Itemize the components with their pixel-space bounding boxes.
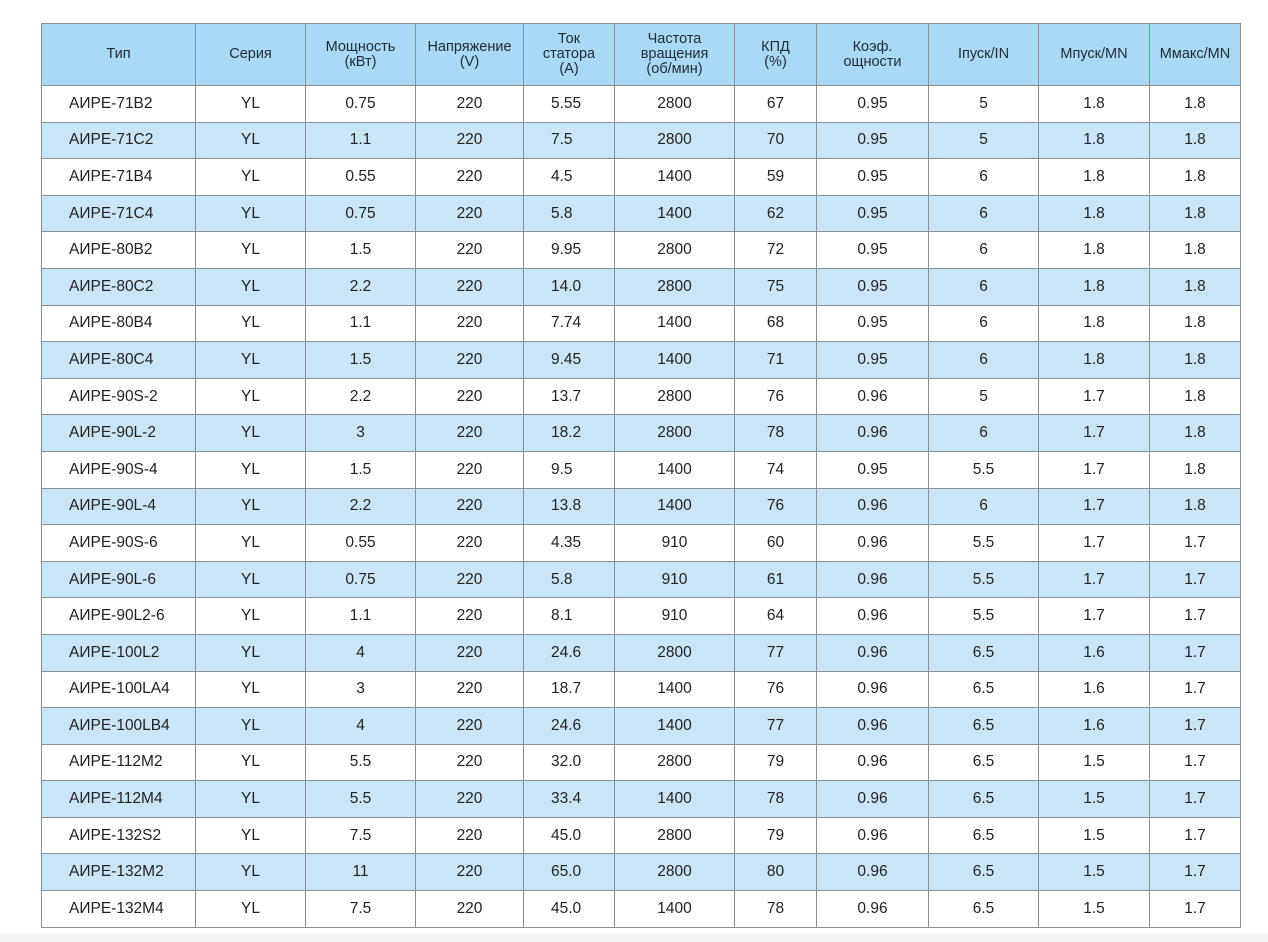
cell-type: АИРЕ-80С4	[42, 342, 196, 379]
cell-stator-current: 7.74	[524, 305, 615, 342]
cell-start-torque-ratio: 1.5	[1039, 891, 1150, 928]
cell-voltage: 220	[416, 781, 524, 818]
cell-power: 2.2	[306, 488, 416, 525]
cell-max-torque-ratio: 1.8	[1150, 268, 1241, 305]
cell-start-torque-ratio: 1.5	[1039, 744, 1150, 781]
cell-start-torque-ratio: 1.7	[1039, 415, 1150, 452]
cell-rotation-speed: 2800	[615, 817, 735, 854]
cell-voltage: 220	[416, 525, 524, 562]
cell-efficiency: 68	[735, 305, 817, 342]
cell-series: YL	[196, 86, 306, 123]
cell-start-current-ratio: 5.5	[929, 598, 1039, 635]
cell-start-torque-ratio: 1.7	[1039, 525, 1150, 562]
table-row	[42, 744, 1241, 781]
cell-efficiency: 76	[735, 488, 817, 525]
cell-power-factor: 0.96	[817, 744, 929, 781]
cell-power: 0.75	[306, 195, 416, 232]
cell-voltage: 220	[416, 86, 524, 123]
cell-series: YL	[196, 451, 306, 488]
header-row	[42, 24, 1241, 86]
cell-max-torque-ratio: 1.7	[1150, 744, 1241, 781]
cell-type: АИРЕ-71С2	[42, 122, 196, 159]
cell-type: АИРЕ-100LA4	[42, 671, 196, 708]
cell-power: 5.5	[306, 781, 416, 818]
cell-start-current-ratio: 6.5	[929, 817, 1039, 854]
cell-power-factor: 0.96	[817, 634, 929, 671]
cell-power: 1.5	[306, 232, 416, 269]
cell-power: 1.5	[306, 342, 416, 379]
cell-rotation-speed: 910	[615, 525, 735, 562]
cell-efficiency: 75	[735, 268, 817, 305]
cell-series: YL	[196, 817, 306, 854]
table-row	[42, 415, 1241, 452]
table-row	[42, 159, 1241, 196]
cell-start-current-ratio: 6.5	[929, 854, 1039, 891]
cell-type: АИРЕ-80В4	[42, 305, 196, 342]
cell-power-factor: 0.96	[817, 708, 929, 745]
cell-rotation-speed: 1400	[615, 671, 735, 708]
cell-max-torque-ratio: 1.8	[1150, 378, 1241, 415]
header-voltage: Напряжение (V)	[416, 24, 524, 86]
cell-start-current-ratio: 6	[929, 232, 1039, 269]
cell-max-torque-ratio: 1.8	[1150, 305, 1241, 342]
cell-series: YL	[196, 708, 306, 745]
cell-start-torque-ratio: 1.8	[1039, 195, 1150, 232]
cell-power-factor: 0.96	[817, 891, 929, 928]
cell-power: 11	[306, 854, 416, 891]
cell-start-torque-ratio: 1.6	[1039, 634, 1150, 671]
cell-stator-current: 65.0	[524, 854, 615, 891]
cell-power: 1.5	[306, 451, 416, 488]
table-row	[42, 342, 1241, 379]
cell-power: 4	[306, 634, 416, 671]
cell-voltage: 220	[416, 451, 524, 488]
cell-type: АИРЕ-80С2	[42, 268, 196, 305]
cell-type: АИРЕ-90S-4	[42, 451, 196, 488]
cell-efficiency: 59	[735, 159, 817, 196]
cell-start-torque-ratio: 1.6	[1039, 708, 1150, 745]
cell-max-torque-ratio: 1.8	[1150, 415, 1241, 452]
cell-stator-current: 24.6	[524, 634, 615, 671]
cell-series: YL	[196, 195, 306, 232]
cell-start-torque-ratio: 1.8	[1039, 342, 1150, 379]
cell-start-current-ratio: 5	[929, 122, 1039, 159]
cell-start-torque-ratio: 1.7	[1039, 598, 1150, 635]
cell-series: YL	[196, 342, 306, 379]
cell-rotation-speed: 2800	[615, 415, 735, 452]
cell-stator-current: 9.95	[524, 232, 615, 269]
cell-start-current-ratio: 5.5	[929, 451, 1039, 488]
cell-power-factor: 0.95	[817, 159, 929, 196]
cell-stator-current: 45.0	[524, 891, 615, 928]
cell-series: YL	[196, 305, 306, 342]
cell-power: 7.5	[306, 891, 416, 928]
cell-voltage: 220	[416, 268, 524, 305]
table-row	[42, 86, 1241, 123]
cell-voltage: 220	[416, 708, 524, 745]
cell-power-factor: 0.95	[817, 342, 929, 379]
cell-start-current-ratio: 6.5	[929, 708, 1039, 745]
cell-efficiency: 71	[735, 342, 817, 379]
cell-power-factor: 0.96	[817, 817, 929, 854]
cell-efficiency: 76	[735, 671, 817, 708]
cell-power: 2.2	[306, 268, 416, 305]
cell-power: 0.55	[306, 159, 416, 196]
cell-voltage: 220	[416, 342, 524, 379]
cell-voltage: 220	[416, 817, 524, 854]
cell-power-factor: 0.95	[817, 195, 929, 232]
cell-series: YL	[196, 598, 306, 635]
cell-max-torque-ratio: 1.8	[1150, 122, 1241, 159]
cell-rotation-speed: 910	[615, 598, 735, 635]
cell-start-current-ratio: 6.5	[929, 671, 1039, 708]
cell-rotation-speed: 1400	[615, 305, 735, 342]
cell-max-torque-ratio: 1.8	[1150, 86, 1241, 123]
cell-max-torque-ratio: 1.7	[1150, 708, 1241, 745]
cell-start-torque-ratio: 1.8	[1039, 268, 1150, 305]
cell-voltage: 220	[416, 122, 524, 159]
cell-type: АИРЕ-100L2	[42, 634, 196, 671]
cell-power-factor: 0.95	[817, 305, 929, 342]
table-row	[42, 451, 1241, 488]
table-row	[42, 195, 1241, 232]
table-row	[42, 525, 1241, 562]
cell-power: 4	[306, 708, 416, 745]
cell-power: 1.1	[306, 122, 416, 159]
cell-series: YL	[196, 671, 306, 708]
cell-start-current-ratio: 6	[929, 415, 1039, 452]
cell-start-current-ratio: 6.5	[929, 781, 1039, 818]
cell-efficiency: 78	[735, 781, 817, 818]
cell-stator-current: 9.45	[524, 342, 615, 379]
cell-stator-current: 24.6	[524, 708, 615, 745]
table-row	[42, 378, 1241, 415]
cell-type: АИРЕ-112М2	[42, 744, 196, 781]
cell-power-factor: 0.96	[817, 561, 929, 598]
cell-rotation-speed: 1400	[615, 159, 735, 196]
cell-stator-current: 45.0	[524, 817, 615, 854]
cell-efficiency: 78	[735, 415, 817, 452]
cell-voltage: 220	[416, 305, 524, 342]
cell-efficiency: 79	[735, 817, 817, 854]
cell-power-factor: 0.96	[817, 598, 929, 635]
table-row	[42, 781, 1241, 818]
cell-start-torque-ratio: 1.5	[1039, 854, 1150, 891]
cell-series: YL	[196, 634, 306, 671]
cell-type: АИРЕ-90L-2	[42, 415, 196, 452]
cell-power-factor: 0.95	[817, 122, 929, 159]
cell-start-current-ratio: 6	[929, 342, 1039, 379]
cell-rotation-speed: 1400	[615, 342, 735, 379]
cell-start-current-ratio: 5.5	[929, 561, 1039, 598]
cell-max-torque-ratio: 1.7	[1150, 817, 1241, 854]
cell-start-torque-ratio: 1.8	[1039, 305, 1150, 342]
table-row	[42, 708, 1241, 745]
cell-rotation-speed: 2800	[615, 378, 735, 415]
cell-stator-current: 32.0	[524, 744, 615, 781]
header-start-torque-ratio: Мпуск/MN	[1039, 24, 1150, 86]
cell-voltage: 220	[416, 232, 524, 269]
cell-stator-current: 5.8	[524, 195, 615, 232]
cell-max-torque-ratio: 1.7	[1150, 525, 1241, 562]
cell-series: YL	[196, 378, 306, 415]
cell-efficiency: 72	[735, 232, 817, 269]
header-efficiency: КПД (%)	[735, 24, 817, 86]
cell-stator-current: 5.8	[524, 561, 615, 598]
header-series: Серия	[196, 24, 306, 86]
cell-stator-current: 8.1	[524, 598, 615, 635]
cell-start-torque-ratio: 1.8	[1039, 86, 1150, 123]
table-row	[42, 634, 1241, 671]
cell-power: 3	[306, 415, 416, 452]
motor-spec-table	[41, 23, 1241, 928]
cell-power-factor: 0.95	[817, 451, 929, 488]
cell-type: АИРЕ-71С4	[42, 195, 196, 232]
cell-series: YL	[196, 415, 306, 452]
cell-stator-current: 13.8	[524, 488, 615, 525]
bottom-strip	[0, 934, 1268, 942]
cell-type: АИРЕ-71В4	[42, 159, 196, 196]
cell-efficiency: 79	[735, 744, 817, 781]
cell-rotation-speed: 1400	[615, 708, 735, 745]
cell-series: YL	[196, 159, 306, 196]
cell-start-current-ratio: 6.5	[929, 744, 1039, 781]
cell-series: YL	[196, 744, 306, 781]
table-row	[42, 232, 1241, 269]
cell-start-torque-ratio: 1.7	[1039, 378, 1150, 415]
cell-max-torque-ratio: 1.7	[1150, 561, 1241, 598]
cell-start-current-ratio: 5.5	[929, 525, 1039, 562]
cell-stator-current: 18.2	[524, 415, 615, 452]
cell-stator-current: 4.5	[524, 159, 615, 196]
table-header	[42, 24, 1241, 86]
cell-rotation-speed: 2800	[615, 122, 735, 159]
cell-max-torque-ratio: 1.7	[1150, 854, 1241, 891]
cell-series: YL	[196, 268, 306, 305]
cell-voltage: 220	[416, 891, 524, 928]
cell-power: 7.5	[306, 817, 416, 854]
cell-power: 0.55	[306, 525, 416, 562]
cell-start-torque-ratio: 1.8	[1039, 122, 1150, 159]
cell-start-torque-ratio: 1.6	[1039, 671, 1150, 708]
header-stator-current: Ток статора (А)	[524, 24, 615, 86]
cell-voltage: 220	[416, 561, 524, 598]
cell-stator-current: 14.0	[524, 268, 615, 305]
cell-max-torque-ratio: 1.7	[1150, 671, 1241, 708]
cell-rotation-speed: 2800	[615, 634, 735, 671]
cell-power-factor: 0.96	[817, 781, 929, 818]
cell-start-current-ratio: 6	[929, 159, 1039, 196]
cell-rotation-speed: 1400	[615, 781, 735, 818]
cell-voltage: 220	[416, 415, 524, 452]
cell-max-torque-ratio: 1.8	[1150, 159, 1241, 196]
cell-type: АИРЕ-132М4	[42, 891, 196, 928]
header-rotation-speed: Частота вращения (об/мин)	[615, 24, 735, 86]
cell-rotation-speed: 2800	[615, 854, 735, 891]
cell-series: YL	[196, 561, 306, 598]
cell-voltage: 220	[416, 195, 524, 232]
cell-start-current-ratio: 5	[929, 378, 1039, 415]
cell-power-factor: 0.95	[817, 86, 929, 123]
cell-type: АИРЕ-90L-4	[42, 488, 196, 525]
cell-max-torque-ratio: 1.8	[1150, 342, 1241, 379]
cell-power: 3	[306, 671, 416, 708]
header-power-factor: Коэф. ощности	[817, 24, 929, 86]
cell-series: YL	[196, 488, 306, 525]
cell-start-torque-ratio: 1.7	[1039, 488, 1150, 525]
cell-type: АИРЕ-90L2-6	[42, 598, 196, 635]
cell-efficiency: 64	[735, 598, 817, 635]
table-row	[42, 488, 1241, 525]
table-row	[42, 561, 1241, 598]
cell-power: 1.1	[306, 305, 416, 342]
cell-power-factor: 0.96	[817, 854, 929, 891]
cell-voltage: 220	[416, 598, 524, 635]
cell-power-factor: 0.96	[817, 525, 929, 562]
cell-start-current-ratio: 6	[929, 305, 1039, 342]
cell-voltage: 220	[416, 159, 524, 196]
cell-start-torque-ratio: 1.7	[1039, 561, 1150, 598]
cell-type: АИРЕ-100LB4	[42, 708, 196, 745]
cell-power: 2.2	[306, 378, 416, 415]
table-row	[42, 854, 1241, 891]
cell-series: YL	[196, 122, 306, 159]
table-body	[42, 86, 1241, 928]
cell-start-current-ratio: 6	[929, 488, 1039, 525]
cell-efficiency: 78	[735, 891, 817, 928]
cell-max-torque-ratio: 1.7	[1150, 891, 1241, 928]
cell-series: YL	[196, 854, 306, 891]
cell-power: 0.75	[306, 86, 416, 123]
cell-power-factor: 0.96	[817, 378, 929, 415]
cell-start-current-ratio: 6.5	[929, 634, 1039, 671]
cell-rotation-speed: 2800	[615, 268, 735, 305]
cell-rotation-speed: 1400	[615, 451, 735, 488]
cell-rotation-speed: 1400	[615, 891, 735, 928]
cell-stator-current: 9.5	[524, 451, 615, 488]
cell-max-torque-ratio: 1.7	[1150, 781, 1241, 818]
cell-power-factor: 0.95	[817, 268, 929, 305]
cell-type: АИРЕ-90S-2	[42, 378, 196, 415]
cell-efficiency: 77	[735, 708, 817, 745]
cell-rotation-speed: 1400	[615, 488, 735, 525]
cell-start-torque-ratio: 1.5	[1039, 781, 1150, 818]
cell-stator-current: 33.4	[524, 781, 615, 818]
cell-rotation-speed: 910	[615, 561, 735, 598]
cell-voltage: 220	[416, 744, 524, 781]
header-power: Мощность (кВт)	[306, 24, 416, 86]
cell-type: АИРЕ-80В2	[42, 232, 196, 269]
cell-voltage: 220	[416, 634, 524, 671]
cell-type: АИРЕ-132S2	[42, 817, 196, 854]
cell-power-factor: 0.96	[817, 671, 929, 708]
table-row	[42, 671, 1241, 708]
header-start-current-ratio: Iпуск/IN	[929, 24, 1039, 86]
header-type: Тип	[42, 24, 196, 86]
table-row	[42, 598, 1241, 635]
cell-efficiency: 67	[735, 86, 817, 123]
cell-efficiency: 76	[735, 378, 817, 415]
table-row	[42, 122, 1241, 159]
cell-efficiency: 61	[735, 561, 817, 598]
table-row	[42, 305, 1241, 342]
cell-series: YL	[196, 232, 306, 269]
cell-voltage: 220	[416, 488, 524, 525]
cell-series: YL	[196, 891, 306, 928]
cell-rotation-speed: 2800	[615, 86, 735, 123]
cell-start-current-ratio: 6	[929, 268, 1039, 305]
cell-efficiency: 60	[735, 525, 817, 562]
cell-type: АИРЕ-90L-6	[42, 561, 196, 598]
table-row	[42, 817, 1241, 854]
cell-start-torque-ratio: 1.8	[1039, 232, 1150, 269]
cell-series: YL	[196, 781, 306, 818]
table-row	[42, 891, 1241, 928]
cell-voltage: 220	[416, 378, 524, 415]
cell-efficiency: 62	[735, 195, 817, 232]
cell-start-current-ratio: 6.5	[929, 891, 1039, 928]
cell-rotation-speed: 1400	[615, 195, 735, 232]
cell-power-factor: 0.95	[817, 232, 929, 269]
cell-rotation-speed: 2800	[615, 744, 735, 781]
cell-efficiency: 74	[735, 451, 817, 488]
cell-max-torque-ratio: 1.8	[1150, 232, 1241, 269]
cell-stator-current: 7.5	[524, 122, 615, 159]
cell-start-torque-ratio: 1.8	[1039, 159, 1150, 196]
cell-power: 5.5	[306, 744, 416, 781]
cell-stator-current: 13.7	[524, 378, 615, 415]
cell-series: YL	[196, 525, 306, 562]
cell-type: АИРЕ-90S-6	[42, 525, 196, 562]
cell-voltage: 220	[416, 854, 524, 891]
cell-voltage: 220	[416, 671, 524, 708]
cell-max-torque-ratio: 1.8	[1150, 451, 1241, 488]
cell-max-torque-ratio: 1.8	[1150, 488, 1241, 525]
cell-stator-current: 18.7	[524, 671, 615, 708]
cell-power-factor: 0.96	[817, 488, 929, 525]
cell-efficiency: 77	[735, 634, 817, 671]
cell-type: АИРЕ-71В2	[42, 86, 196, 123]
cell-power: 1.1	[306, 598, 416, 635]
cell-start-current-ratio: 6	[929, 195, 1039, 232]
table-row	[42, 268, 1241, 305]
cell-max-torque-ratio: 1.7	[1150, 634, 1241, 671]
cell-efficiency: 70	[735, 122, 817, 159]
header-max-torque-ratio: Ммакс/MN	[1150, 24, 1241, 86]
cell-start-current-ratio: 5	[929, 86, 1039, 123]
cell-power: 0.75	[306, 561, 416, 598]
cell-max-torque-ratio: 1.8	[1150, 195, 1241, 232]
cell-stator-current: 5.55	[524, 86, 615, 123]
cell-type: АИРЕ-132М2	[42, 854, 196, 891]
cell-rotation-speed: 2800	[615, 232, 735, 269]
cell-power-factor: 0.96	[817, 415, 929, 452]
cell-type: АИРЕ-112М4	[42, 781, 196, 818]
cell-max-torque-ratio: 1.7	[1150, 598, 1241, 635]
cell-stator-current: 4.35	[524, 525, 615, 562]
cell-efficiency: 80	[735, 854, 817, 891]
cell-start-torque-ratio: 1.7	[1039, 451, 1150, 488]
cell-start-torque-ratio: 1.5	[1039, 817, 1150, 854]
